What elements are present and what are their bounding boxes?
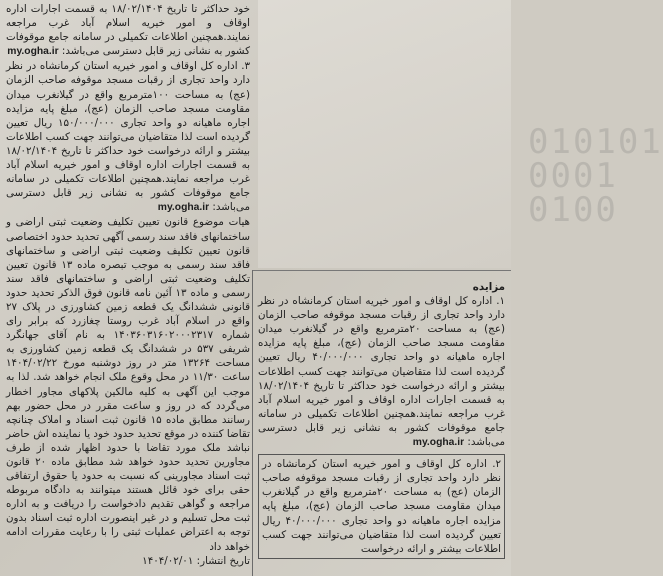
watermark-text: 010101 0001 0100	[528, 122, 663, 230]
ogha-link[interactable]: my.ogha.ir	[412, 437, 465, 449]
left-column	[6, 2, 250, 574]
section-top-rule	[253, 270, 511, 271]
left-paragraph-0-text: خود حداکثر تا تاریخ ۱۸/۰۲/۱۴۰۴ به قسمت اجارات اداره اوقاف و امور خیریه اسلام آباد غرب مراجعه نمایند.همچنین اطلاعات تکمیلی در سامانه جامع موقوفات کشور به نشانی زیر قابل دسترسی می‌باشد:	[6, 3, 250, 58]
right-paragraph-1	[258, 294, 505, 450]
blank-upper-right-area	[258, 0, 663, 268]
left-paragraph-2: هیات موضوع قانون تعیین تکلیف وضعیت ثبتی اراضی و ساختمانهای فاقد سند رسمی آگهی تحدید حدود اختصاصی قانون تعیین تکلیف وضعیت ثبتی اراضی و ساختمانهای فاقد سند رسمی به موجب تبصره ماده ۱۳ قانون تعیین تکلیف وضعیت ثبتی اراضی و ساختمانهای فاقد سند رسمی و ماده ۱۳ آئین نامه قانون فوق الذکر تحدید حدود قانونی ششدانگ یک قطعه زمین کشاورزی در پلاک ۲۷ واقع در اسلام آباد غرب روستا چغازرد که برابر رای شماره ۱۴۰۳۶۰۳۱۶۰۲۰۰۰۲۳۱۷ به نام آقای جهانگرد شریفی ۵۳۷ در ششدانگ یک قطعه زمین کشاورزی به مساحت ۱۳۲۶۴ متر در روز دوشنبه مورخ ۱۴۰۴/۰۲/۲۲ ساعت ۱۱/۳۰ در محل وقوع ملک انجام خواهد شد. لذا به موجب این آگهی به کلیه مالکین پلاکهای مجاور اخطار می‌گردد که در روز و ساعت مقرر در محل حضور بهم رسانند مطابق ماده ۱۵ قانون ثبت اسناد و املاک چنانچه تقاضا کننده در موقع تحدید حدود خود یا نماینده اش حاضر نباشد ملک مورد تقاضا با حدود اظهار شده از طرف مجاورین تحدید حدود خواهد شد مطابق ماده ۲۰ قانون ثبت اسناد مجاورینی که نسبت به حدود یا حقوق ارتفاقی حقی برای خود قائل هستند میتوانند به دادگاه مربوطه مراجعه و گواهی تقدیم دادخواست را دریافت و به اداره ثبت محل تسلیم و در غیر اینصورت اداره ثبت اسناد بدون توجه به اعتراض عملیات ثبتی را با رعایت مقررات ادامه خواهد داد	[6, 216, 251, 553]
column-divider	[252, 270, 253, 576]
right-paragraph-2: ۲. اداره کل اوقاف و امور خیریه استان کرمانشاه در نظر دارد واحد تجاری از رقبات مسجد موقوفه صاحب الزمان (عج) به مساحت ۲۰مترمربع واقع در گیلانغرب میدان مقاومت مسجد صاحب الزمان (عج)، مبلغ پایه مزایده اجاره ماهیانه دو واحد تجاری ۴۰/۰۰۰/۰۰۰ ریال تعیین گردیده است لذا متقاضیان می‌توانند جهت کسب اطلاعات بیشتر و ارائه درخواست	[262, 458, 501, 555]
left-paragraph-1-text: ۳. اداره کل اوقاف و امور خیریه استان کرمانشاه در نظر دارد واحد تجاری از رقبات مسجد موقوفه صاحب الزمان (عج) به مساحت ۱۰۰مترمربع واقع در گیلانغرب میدان مقاومت مسجد صاحب الزمان (عج)، مبلغ پایه مزایده اجاره ماهیانه دو واحد تجاری ۱۵۰/۰۰۰/۰۰۰ ریال تعیین گردیده است لذا متقاضیان می‌توانند جهت کسب اطلاعات بیشتر و ارائه درخواست خود حداکثر تا تاریخ ۱۸/۰۲/۱۴۰۴ به قسمت اجارات اداره اوقاف و امور خیریه اسلام آباد غرب مراجعه نمایند.همچنین اطلاعات تکمیلی در سامانه جامع موقوفات کشور به نشانی زیر قابل دسترسی می‌باشد:	[6, 60, 251, 214]
publish-date: تاریخ انتشار: ۱۴۰۴/۰۲/۰۱	[142, 554, 250, 567]
left-paragraph-0	[6, 2, 250, 59]
left-paragraph-1	[6, 59, 250, 215]
right-paragraph-1-text: ۱. اداره کل اوقاف و امور خیریه استان کرمانشاه در نظر دارد واحد تجاری از رقبات مسجد موقوفه صاحب الزمان (عج) به مساحت ۲۰مترمربع واقع در گیلانغرب میدان مقاومت مسجد صاحب الزمان (عج)، مبلغ پایه مزایده اجاره ماهیانه دو واحد تجاری ۴۰/۰۰۰/۰۰۰ ریال تعیین گردیده است لذا متقاضیان می‌توانند جهت کسب اطلاعات بیشتر و ارائه درخواست خود حداکثر تا تاریخ ۱۸/۰۲/۱۴۰۴ به قسمت اجارات اداره اوقاف و امور خیریه اسلام آباد غرب مراجعه نمایند.همچنین اطلاعات تکمیلی در سامانه جامع موقوفات کشور به نشانی زیر قابل دسترسی می‌باشد:	[258, 295, 506, 449]
right-column	[258, 280, 505, 574]
ogha-link[interactable]: my.ogha.ir	[157, 202, 210, 214]
auction-heading: مزایده	[472, 281, 505, 293]
boxed-notice	[258, 454, 505, 559]
binary-watermark	[528, 122, 663, 230]
ogha-link[interactable]: my.ogha.ir	[7, 46, 59, 58]
